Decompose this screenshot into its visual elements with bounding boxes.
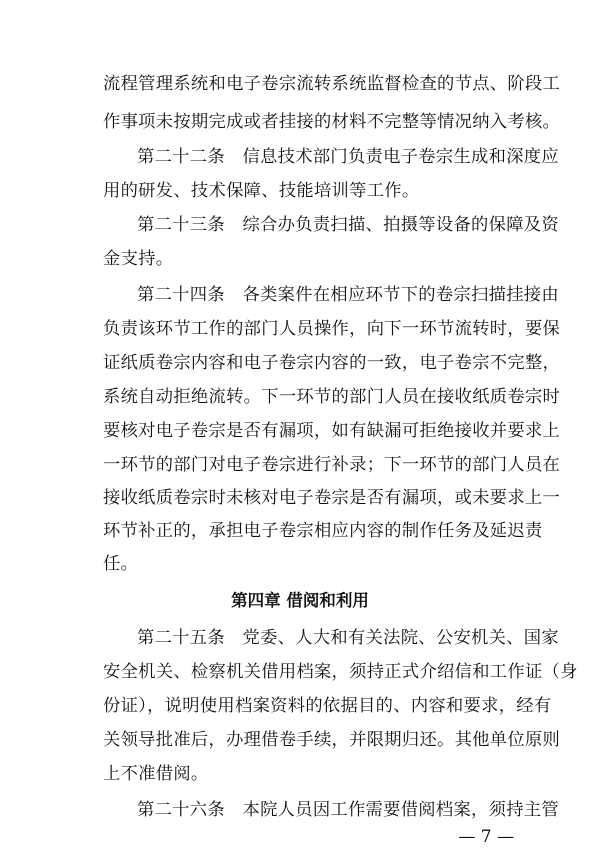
text-line: 作事项未按期完成或者挂接的材料不完整等情况纳入考核。	[103, 112, 561, 132]
text-line: 用的研发、技术保障、技能培训等工作。	[103, 181, 420, 201]
article-24-line: 第二十四条 各类案件在相应环节下的卷宗扫描挂接由	[137, 285, 559, 305]
article-25-line: 第二十五条 党委、人大和有关法院、公安机关、国家	[137, 628, 559, 648]
text-line: 一环节的部门对电子卷宗进行补录；下一环节的部门人员在	[103, 455, 561, 475]
text-line: 任。	[103, 554, 139, 574]
text-line: 上不准借阅。	[103, 764, 209, 784]
text-line: 接收纸质卷宗时未核对电子卷宗是否有漏项，或未要求上一	[103, 488, 561, 508]
text-line: 流程管理系统和电子卷宗流转系统监督检查的节点、阶段工	[103, 74, 561, 94]
article-22-line: 第二十二条 信息技术部门负责电子卷宗生成和深度应	[137, 147, 559, 167]
page-number: — 7 —	[458, 827, 514, 847]
text-line: 要核对电子卷宗是否有漏项，如有缺漏可拒绝接收并要求上	[103, 421, 561, 441]
text-line: 系统自动拒绝流转。下一环节的部门人员在接收纸质卷宗时	[103, 387, 561, 407]
text-line: 负责该环节工作的部门人员操作，向下一环节流转时，要保	[103, 319, 561, 339]
text-line: 份证），说明使用档案资料的依据目的、内容和要求，经有	[103, 696, 552, 716]
text-line: 安全机关、检察机关借用档案，须持正式介绍信和工作证（身	[103, 662, 578, 682]
text-line: 证纸质卷宗内容和电子卷宗内容的一致，电子卷宗不完整，	[103, 353, 561, 373]
text-line: 金支持。	[103, 249, 174, 269]
text-line: 环节补正的，承担电子卷宗相应内容的制作任务及延迟责	[103, 521, 543, 541]
text-line: 关领导批准后，办理借卷手续，并限期归还。其他单位原则	[103, 730, 561, 750]
chapter-heading: 第四章 借阅和利用	[231, 591, 369, 610]
article-23-line: 第二十三条 综合办负责扫描、拍摄等设备的保障及资	[137, 215, 559, 235]
article-26-line: 第二十六条 本院人员因工作需要借阅档案，须持主管	[137, 800, 559, 820]
